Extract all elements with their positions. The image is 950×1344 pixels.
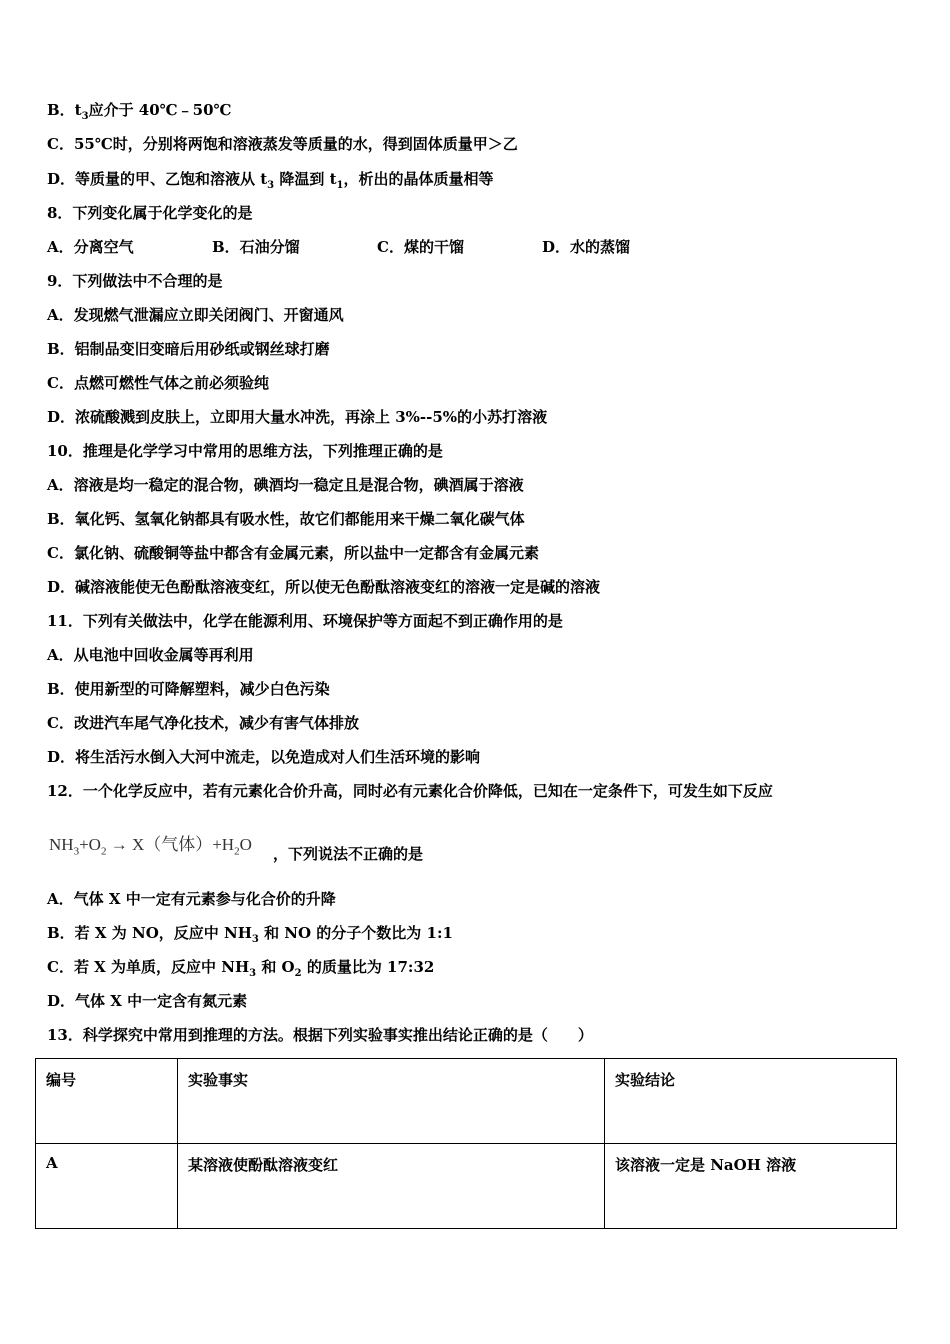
q8-option-b: B．石油分馏: [212, 238, 300, 256]
q9-option-a: A．发现燃气泄漏应立即关闭阀门、开窗通风: [47, 306, 344, 324]
q11-option-c: C．改进汽车尾气净化技术，减少有害气体排放: [47, 714, 359, 732]
q12-stem-tail: ，下列说法不正确的是: [273, 845, 424, 863]
q8-option-a: A．分离空气: [47, 238, 134, 256]
q8-option-d: D．水的蒸馏: [542, 238, 631, 256]
q10-stem: 10．推理是化学学习中常用的思维方法，下列推理正确的是: [47, 442, 443, 460]
q12-option-a: A．气体 X 中一定有元素参与化合价的升降: [47, 890, 336, 908]
q12-option-d: D．气体 X 中一定含有氮元素: [47, 992, 248, 1010]
q13-stem: 13．科学探究中常用到推理的方法。根据下列实验事实推出结论正确的是（ ）: [47, 1026, 593, 1044]
row-conclusion: 该溶液一定是 NaOH 溶液: [605, 1144, 897, 1229]
q8-option-c: C．煤的干馏: [377, 238, 464, 256]
q12-stem: 12．一个化学反应中，若有元素化合价升高，同时必有元素化合价降低，已知在一定条件下，可发生如下反应: [47, 782, 773, 800]
q9-stem: 9．下列做法中不合理的是: [47, 272, 223, 290]
q10-option-d: D．碱溶液能使无色酚酞溶液变红，所以使无色酚酞溶液变红的溶液一定是碱的溶液: [47, 578, 601, 596]
header-conclusion: 实验结论: [605, 1059, 897, 1144]
q10-option-a: A．溶液是均一稳定的混合物，碘酒均一稳定且是混合物，碘酒属于溶液: [47, 476, 524, 494]
q10-option-b: B．氧化钙、氢氧化钠都具有吸水性，故它们都能用来干燥二氧化碳气体: [47, 510, 525, 528]
q8-stem: 8．下列变化属于化学变化的是: [47, 204, 253, 222]
q9-option-c: C．点燃可燃性气体之前必须验纯: [47, 374, 269, 392]
q7-option-c: C．55℃时，分别将两饱和溶液蒸发等质量的水，得到固体质量甲＞乙: [47, 135, 518, 153]
q9-option-d: D．浓硫酸溅到皮肤上，立即用大量水冲洗，再涂上 3%--5%的小苏打溶液: [47, 408, 548, 426]
header-id: 编号: [36, 1059, 178, 1144]
table-row: [36, 1144, 897, 1229]
header-fact: 实验事实: [178, 1059, 605, 1144]
q11-option-d: D．将生活污水倒入大河中流走，以免造成对人们生活环境的影响: [47, 748, 481, 766]
experiment-table: [35, 1058, 897, 1229]
row-id: A: [36, 1144, 178, 1229]
q11-option-a: A．从电池中回收金属等再利用: [47, 646, 254, 664]
q11-option-b: B．使用新型的可降解塑料，减少白色污染: [47, 680, 330, 698]
reaction-equation: $NH_3+O_2 \to X$（气体）$+H_2O$: [49, 835, 252, 858]
q10-option-c: C．氯化钠、硫酸铜等盐中都含有金属元素，所以盐中一定都含有金属元素: [47, 544, 539, 562]
q12-option-c: C．若 X 为单质，反应中 $NH_3$ 和 $O_2$ 的质量比为 17:32: [47, 958, 435, 979]
q12-option-b: B．若 X 为 NO，反应中 $NH_3$ 和 NO 的分子个数比为 1:1: [47, 924, 453, 945]
q8-options: [47, 237, 630, 257]
q11-stem: 11．下列有关做法中，化学在能源利用、环境保护等方面起不到正确作用的是: [47, 612, 563, 630]
row-fact: 某溶液使酚酞溶液变红: [178, 1144, 605, 1229]
q9-option-b: B．铝制品变旧变暗后用砂纸或钢丝球打磨: [47, 340, 330, 358]
q7-option-b: B．$t_3$应介于 40℃﹣50℃: [47, 101, 232, 122]
q7-option-d: D．等质量的甲、乙饱和溶液从 $t_3$ 降温到 $t_1$，析出的晶体质量相等: [47, 170, 494, 191]
table-header-row: [36, 1059, 897, 1144]
